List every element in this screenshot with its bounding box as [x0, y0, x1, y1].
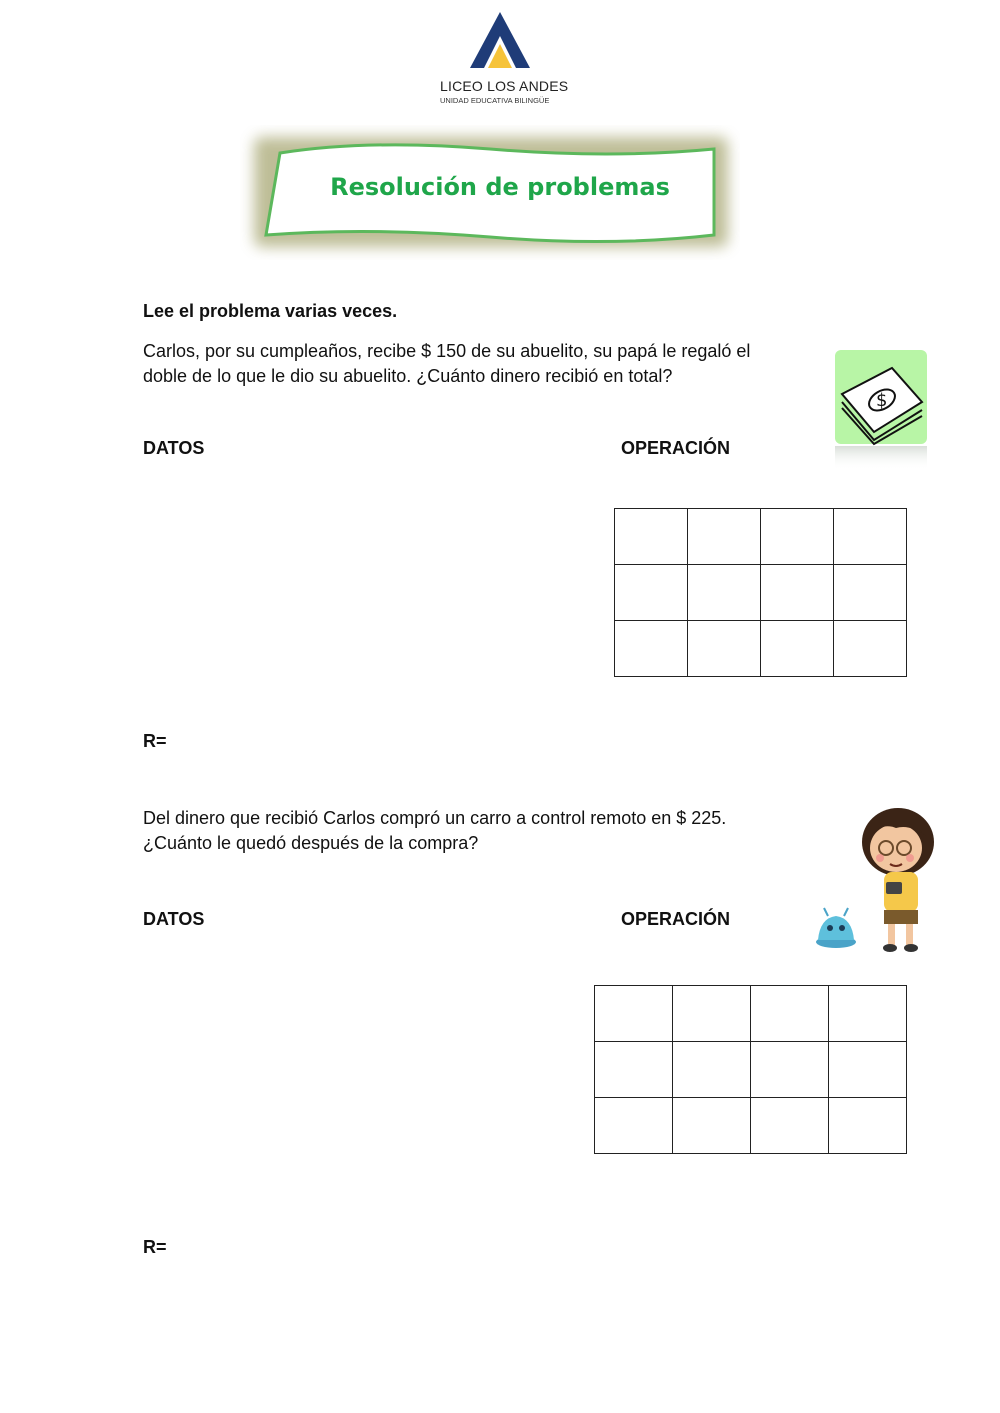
problem-2-text [143, 806, 833, 856]
problem-2-datos-label: DATOS [143, 909, 205, 929]
grid-cell[interactable] [595, 1098, 673, 1154]
grid-cell[interactable] [673, 986, 751, 1042]
grid-cell[interactable] [829, 1098, 907, 1154]
school-logo [430, 10, 570, 110]
grid-cell[interactable] [751, 1042, 829, 1098]
grid-cell[interactable] [834, 509, 907, 565]
problem-2-line-1: Del dinero que recibió Carlos compró un carro a control remoto en $ 225. [143, 808, 727, 828]
page-title: Resolución de problemas [330, 173, 670, 201]
title-banner [240, 125, 740, 260]
grid-cell[interactable] [829, 986, 907, 1042]
grid-cell[interactable] [834, 565, 907, 621]
grid-cell[interactable] [615, 565, 688, 621]
problem-1-text [143, 339, 833, 389]
grid-cell[interactable] [595, 986, 673, 1042]
problem-1-answer-label: R= [143, 731, 167, 751]
school-name: LICEO LOS ANDES [440, 78, 569, 94]
grid-cell[interactable] [751, 1098, 829, 1154]
grid-cell[interactable] [615, 621, 688, 677]
boy-remote-control-icon [810, 800, 940, 955]
boy-icon [862, 808, 934, 952]
svg-text:$: $ [876, 390, 888, 411]
grid-cell[interactable] [673, 1042, 751, 1098]
grid-cell[interactable] [688, 565, 761, 621]
grid-cell[interactable] [688, 621, 761, 677]
grid-cell[interactable] [688, 509, 761, 565]
grid-cell[interactable] [761, 509, 834, 565]
grid-row [615, 621, 907, 677]
grid-cell[interactable] [829, 1042, 907, 1098]
grid-cell[interactable] [761, 621, 834, 677]
problem-2-operation-grid[interactable] [594, 985, 907, 1154]
grid-cell[interactable] [595, 1042, 673, 1098]
mountain-logo-icon [468, 10, 532, 72]
grid-row [595, 1098, 907, 1154]
money-stack-icon [834, 350, 928, 470]
problem-1-line-1: Carlos, por su cumpleaños, recibe $ 150 de su abuelito, su papá le regaló el [143, 341, 751, 361]
problem-1-operacion-label: OPERACIÓN [621, 438, 731, 458]
grid-cell[interactable] [834, 621, 907, 677]
problem-1-datos-label: DATOS [143, 438, 205, 458]
grid-row [595, 986, 907, 1042]
problem-2-answer-label: R= [143, 1237, 167, 1257]
problem-2-line-2: ¿Cuánto le quedó después de la compra? [143, 833, 479, 853]
grid-cell[interactable] [673, 1098, 751, 1154]
grid-cell[interactable] [615, 509, 688, 565]
school-subtitle: UNIDAD EDUCATIVA BILINGÜE [440, 96, 550, 105]
instruction: Lee el problema varias veces. [143, 301, 398, 321]
problem-1-operation-grid[interactable] [614, 508, 907, 677]
problem-2-operacion-label: OPERACIÓN [621, 909, 731, 929]
grid-row [615, 565, 907, 621]
grid-cell[interactable] [751, 986, 829, 1042]
grid-row [595, 1042, 907, 1098]
toy-robot-icon [816, 908, 856, 948]
grid-row [615, 509, 907, 565]
grid-cell[interactable] [761, 565, 834, 621]
problem-1-line-2: doble de lo que le dio su abuelito. ¿Cuánto dinero recibió en total? [143, 366, 673, 386]
